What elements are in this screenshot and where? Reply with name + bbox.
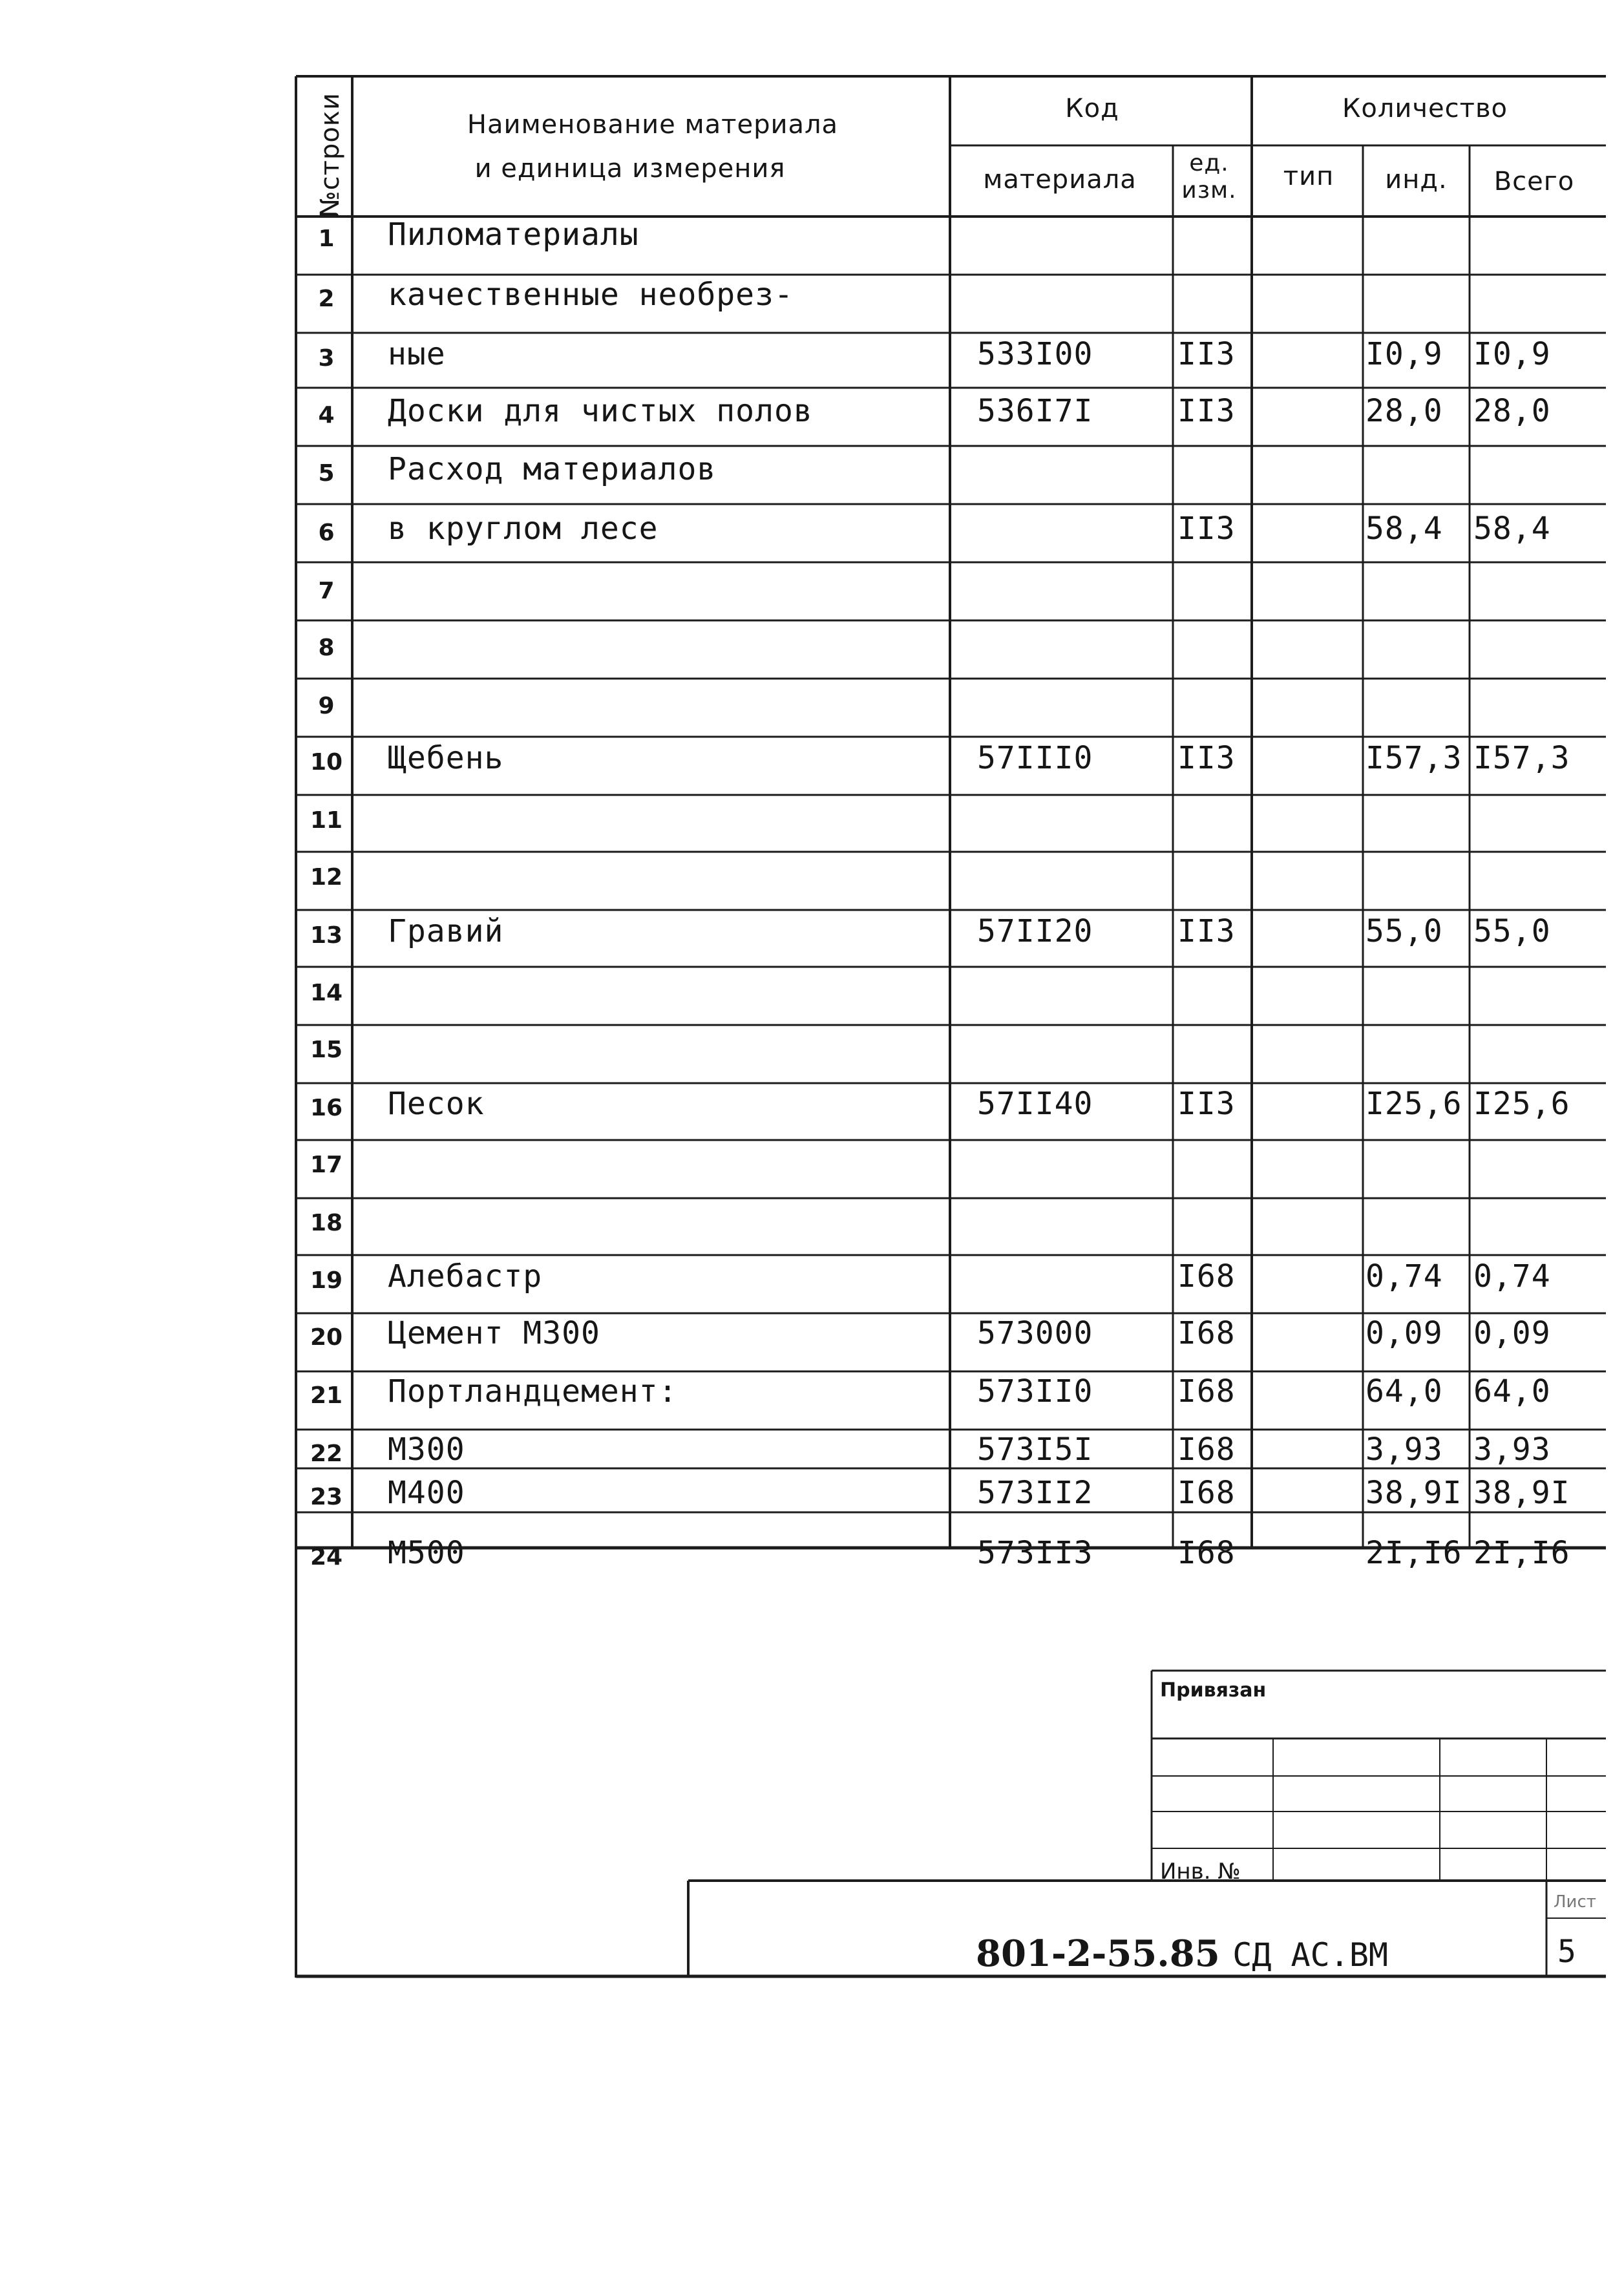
material-name: М400: [388, 1475, 465, 1511]
material-code: 573II0: [977, 1373, 1093, 1410]
material-name: Щебень: [388, 740, 504, 776]
quantity-total: 2I,I6: [1473, 1535, 1570, 1571]
header-code: Код: [1065, 94, 1119, 123]
quantity-ind: 55,0: [1366, 913, 1443, 949]
sheet-number: 5: [1557, 1934, 1577, 1970]
unit-code: II3: [1177, 511, 1236, 547]
row-number: 17: [310, 1152, 343, 1178]
material-code: 573II3: [977, 1535, 1093, 1571]
quantity-total: 38,9I: [1473, 1475, 1570, 1511]
row-number: 15: [310, 1037, 343, 1063]
row-number: 2: [318, 286, 335, 312]
header-row-number: №строки: [315, 92, 345, 218]
material-name: М500: [388, 1535, 465, 1571]
quantity-ind: 0,09: [1366, 1315, 1443, 1351]
privyazan-label: Привязан: [1160, 1679, 1267, 1702]
quantity-ind: I0,9: [1366, 336, 1443, 372]
row-number: 18: [310, 1210, 343, 1236]
row-number: 13: [310, 922, 343, 949]
header-qty-total: Всего: [1493, 167, 1575, 196]
quantity-total: 0,74: [1473, 1258, 1551, 1294]
quantity-ind: I57,3: [1366, 740, 1462, 776]
quantity-total: 64,0: [1473, 1373, 1551, 1410]
material-code: 573000: [977, 1315, 1093, 1351]
row-number: 21: [310, 1382, 343, 1409]
document-code: [976, 1932, 1388, 1975]
quantity-total: 28,0: [1473, 393, 1551, 429]
quantity-total: I57,3: [1473, 740, 1570, 776]
row-number: 1: [318, 226, 335, 252]
row-number: 22: [310, 1441, 343, 1467]
header-name-line2: и единица измерения: [474, 154, 786, 184]
header-name-line1: Наименование материала: [467, 110, 839, 140]
material-name: ные: [388, 336, 446, 372]
quantity-ind: 38,9I: [1366, 1475, 1462, 1511]
material-code: 57III0: [977, 740, 1093, 776]
unit-code: II3: [1177, 1086, 1236, 1122]
header-code-unit: ед. изм.: [1181, 150, 1237, 204]
material-name: качественные необрез-: [388, 277, 794, 313]
row-number: 5: [318, 460, 335, 487]
quantity-ind: 64,0: [1366, 1373, 1443, 1410]
quantity-total: 0,09: [1473, 1315, 1551, 1351]
quantity-total: 3,93: [1473, 1432, 1551, 1468]
row-number: 3: [318, 345, 335, 372]
material-code: 573I5I: [977, 1432, 1093, 1468]
material-name: Цемент М300: [388, 1315, 600, 1351]
quantity-total: 55,0: [1473, 913, 1551, 949]
unit-code: I68: [1177, 1258, 1236, 1294]
material-name: Пиломатериалы: [388, 217, 639, 253]
material-name: Портландцемент:: [388, 1373, 678, 1410]
material-code: 57II40: [977, 1086, 1093, 1122]
row-number: 8: [318, 635, 335, 661]
row-number: 24: [310, 1544, 343, 1570]
unit-code: I68: [1177, 1315, 1236, 1351]
unit-code: II3: [1177, 913, 1236, 949]
material-code: 57II20: [977, 913, 1093, 949]
row-number: 11: [310, 807, 343, 834]
material-name: М300: [388, 1432, 465, 1468]
inventory-number-label: Инв. №: [1160, 1859, 1241, 1885]
row-number: 12: [310, 864, 343, 891]
material-name: Доски для чистых полов: [388, 393, 813, 429]
material-name: Песок: [388, 1086, 485, 1122]
quantity-total: I0,9: [1473, 336, 1551, 372]
row-number: 6: [318, 520, 335, 546]
unit-code: I68: [1177, 1432, 1236, 1468]
row-number: 7: [318, 578, 335, 604]
row-number: 4: [318, 402, 335, 428]
quantity-total: 58,4: [1473, 511, 1551, 547]
material-name: в круглом лесе: [388, 511, 659, 547]
row-number: 10: [310, 749, 343, 776]
row-number: 16: [310, 1095, 343, 1121]
quantity-ind: 58,4: [1366, 511, 1443, 547]
header-code-material: материала: [983, 165, 1137, 195]
quantity-ind: 0,74: [1366, 1258, 1443, 1294]
quantity-ind: 2I,I6: [1366, 1535, 1462, 1571]
unit-code: I68: [1177, 1535, 1236, 1571]
quantity-ind: 3,93: [1366, 1432, 1443, 1468]
row-number: 20: [310, 1324, 343, 1351]
unit-code: II3: [1177, 740, 1236, 776]
unit-code: II3: [1177, 393, 1236, 429]
material-code: 533I00: [977, 336, 1093, 372]
row-number: 19: [310, 1267, 343, 1294]
header-qty-type: тип: [1283, 162, 1334, 191]
material-name: Алебастр: [388, 1258, 543, 1294]
row-number: 9: [318, 693, 335, 719]
row-number: 14: [310, 980, 343, 1006]
row-number: 23: [310, 1484, 343, 1510]
material-code: 573II2: [977, 1475, 1093, 1511]
material-name: Гравий: [388, 913, 504, 949]
sheet-label: Лист: [1554, 1892, 1596, 1912]
header-qty-ind: инд.: [1385, 165, 1448, 195]
material-name: Расход материалов: [388, 451, 717, 487]
unit-code: II3: [1177, 336, 1236, 372]
quantity-total: I25,6: [1473, 1086, 1570, 1122]
quantity-ind: I25,6: [1366, 1086, 1462, 1122]
header-quantity: Количество: [1342, 94, 1508, 123]
unit-code: I68: [1177, 1373, 1236, 1410]
quantity-ind: 28,0: [1366, 393, 1443, 429]
material-code: 536I7I: [977, 393, 1093, 429]
document-code-number: 801-2-55.85: [976, 1932, 1220, 1975]
unit-code: I68: [1177, 1475, 1236, 1511]
document-code-suffix: СД АС.ВМ: [1232, 1936, 1389, 1974]
